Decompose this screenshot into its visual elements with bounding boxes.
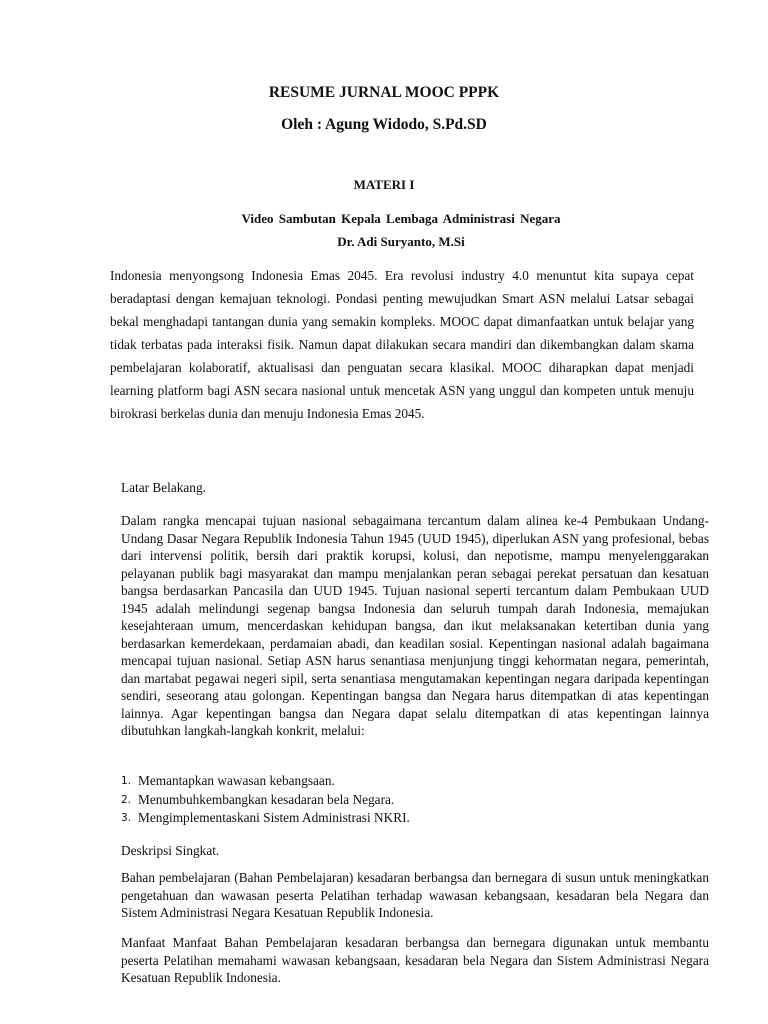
list-item [121, 809, 709, 828]
list-text: Memantapkan wawasan kebangsaan. [138, 773, 335, 788]
video-title: Video Sambutan Kepala Lembaga Administrasi Negara [241, 211, 561, 226]
intro-paragraph: Indonesia menyongsong Indonesia Emas 2045. Era revolusi industry 4.0 menuntut kita supaya cepat beradaptasi dengan kemajuan teknologi. Pondasi penting mewujudkan Smart ASN melalui Latsar sebagai bekal menghadapi tantangan dunia yang semakin kompleks. MOOC dapat dimanfaatkan untuk belajar yang tidak terbatas pada interaksi fisik. Namun dapat dilakukan secara mandiri dan dikembangkan dalam skama pembelajaran kolaboratif, aktualisasi dan penguatan secara klasikal. MOOC diharapkan dapat menjadi learning platform bagi ASN secara nasional untuk mencetak ASN yang unggul dan kompeten untuk menuju birokrasi berkelas dunia dan menuju Indonesia Emas 2045. [110, 268, 694, 421]
document-author: Oleh : Agung Widodo, S.Pd.SD [281, 116, 487, 133]
latar-belakang-paragraph: Dalam rangka mencapai tujuan nasional sebagaimana tercantum dalam alinea ke-4 Pembukaan Undang-Undang Dasar Negara Republik Indonesia Tahun 1945 (UUD 1945), diperlukan ASN yang profesional, bebas dari intervensi politik, bersih dari praktik korupsi, kolusi, dan nepotisme, mampu menyelenggarakan pelayanan publik bagi masyarakat dan mampu menjalankan peran sebagai perekat persatuan dan kesatuan bangsa berdasarkan Pancasila dan UUD 1945. Tujuan nasional seperti tercantum dalam Pembukaan UUD 1945 adalah melindungi segenap bangsa Indonesia dan seluruh tumpah darah Indonesia, memajukan kesejahteraan umum, mencerdaskan kehidupan bangsa, dan ikut melaksanakan ketertiban dunia yang berdasarkan kemerdekaan, perdamaian abadi, dan keadilan sosial. Kepentingan nasional adalah bagaimana mencapai tujuan nasional. Setiap ASN harus senantiasa menjunjung tinggi kehormatan negara, pemerintah, dan martabat pegawai negeri sipil, serta senantiasa mengutamakan kepentingan negara daripada kepentingan sendiri, seseorang atau golongan. Kepentingan bangsa dan Negara harus ditempatkan di atas kepentingan lainnya. Agar kepentingan bangsa dan Negara dapat selalu ditempatkan di atas kepentingan lainnya dibutuhkan langkah-langkah konkrit, melalui: [121, 513, 709, 738]
list-item [121, 791, 709, 810]
speaker-name: Dr. Adi Suryanto, M.Si [337, 234, 465, 249]
list-text: Mengimplementaskani Sistem Administrasi NKRI. [138, 810, 410, 825]
list-number: 1. [121, 775, 132, 787]
deskripsi-heading: Deskripsi Singkat. [121, 843, 220, 858]
list-number: 3. [121, 812, 132, 824]
list-item [121, 772, 709, 791]
list-text: Menumbuhkembangkan kesadaran bela Negara. [138, 791, 395, 807]
document-title: RESUME JURNAL MOOC PPPK [268, 84, 500, 101]
steps-list [121, 772, 709, 828]
section-heading: MATERI I [353, 177, 415, 192]
latar-belakang-heading: Latar Belakang. [121, 480, 206, 495]
list-number: 2. [121, 793, 132, 806]
deskripsi-paragraph: Bahan pembelajaran (Bahan Pembelajaran) kesadaran berbangsa dan bernegara di susun untuk meningkatkan pengetahuan dan wawasan peserta Pelatihan terhadap wawasan kebangsaan, kesadaran bela Negara dan Sistem Administrasi Negara Kesatuan Republik Indonesia. [121, 870, 709, 920]
manfaat-paragraph: Manfaat Manfaat Bahan Pembelajaran kesadaran berbangsa dan bernegara digunakan untuk membantu peserta Pelatihan memahami wawasan kebangsaan, kesadaran bela Negara dan Sistem Administrasi Negara Kesatuan Republik Indonesia. [121, 935, 709, 985]
